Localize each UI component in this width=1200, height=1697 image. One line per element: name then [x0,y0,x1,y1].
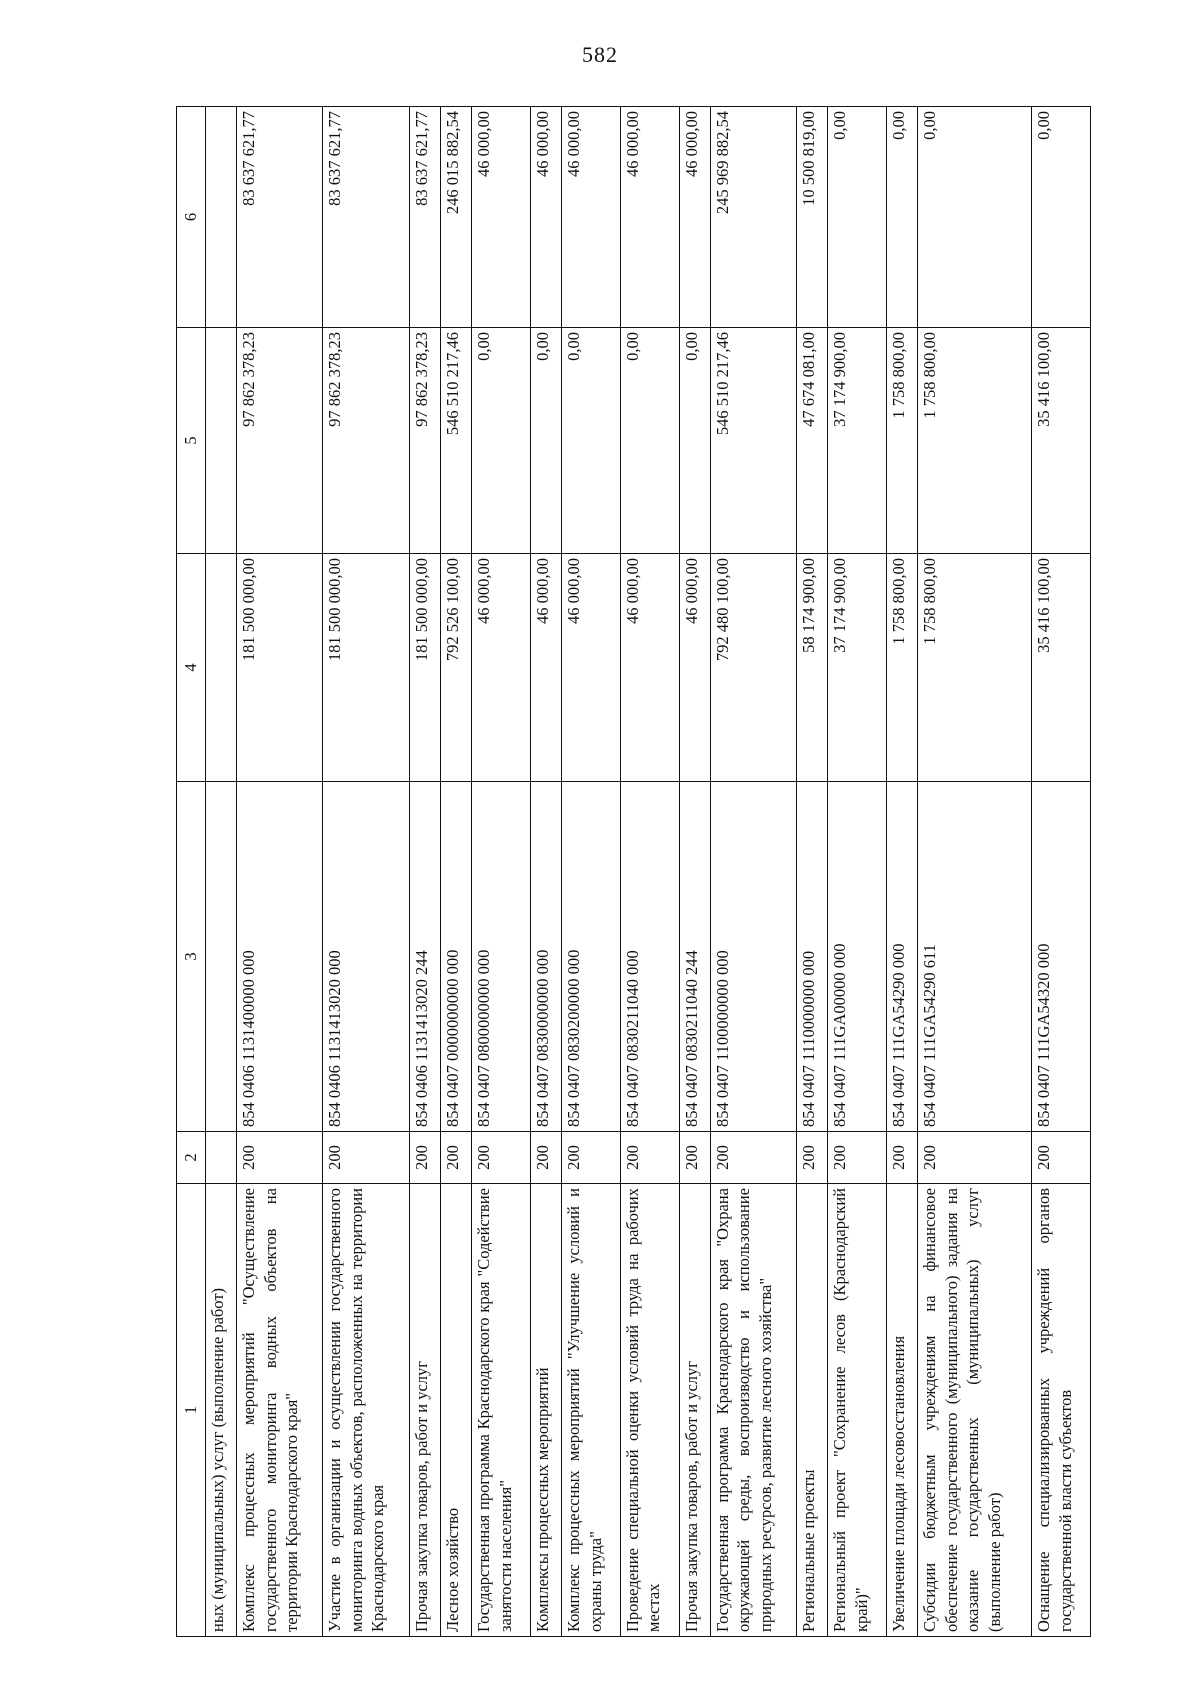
row-code-cell: 854 0407 0830000000 000 [530,782,561,1132]
row-amount-remaining-cell: 46 000,00 [530,107,561,328]
row-name-cell: Государственная программа Краснодарского края "Охрана окружающей среды, воспроизводство и использование природных ресурсов, развитие лесного хозяйства" [710,1184,796,1637]
row-amount-approved-cell: 181 500 000,00 [409,554,440,782]
row-amount-executed-cell: 0,00 [620,328,679,554]
row-amount-remaining-cell: 246 015 882,54 [440,107,471,328]
row-name-cell: Субсидии бюджетным учреждениям на финансовое обеспечение государственного (муниципального) задания на оказание государственных (муниципальных) услуг (выполнение работ) [918,1184,1032,1637]
row-name-cell: Прочая закупка товаров, работ и услуг [679,1184,710,1637]
row-code-cell [206,782,237,1132]
row-name-cell: Лесное хозяйство [440,1184,471,1637]
row-amount-remaining-cell [206,107,237,328]
table-row [562,107,621,1637]
row-name-cell: Региональные проекты [797,1184,828,1637]
table-row [440,107,471,1637]
table-row [620,107,679,1637]
row-amount-approved-cell: 58 174 900,00 [797,554,828,782]
row-amount-executed-cell: 546 510 217,46 [440,328,471,554]
row-amount-executed-cell: 97 862 378,23 [237,328,323,554]
page-number: 582 [582,42,618,67]
row-column2-cell: 200 [409,1132,440,1184]
row-code-cell: 854 0407 0800000000 000 [472,782,531,1132]
row-code-cell: 854 0407 0830211040 000 [620,782,679,1132]
row-column2-cell: 200 [530,1132,561,1184]
row-code-cell: 854 0406 1131400000 000 [237,782,323,1132]
row-column2-cell: 200 [440,1132,471,1184]
row-name-cell: Оснащение специализированных учреждений органов государственной власти субъектов [1032,1184,1091,1637]
row-name-cell: Проведение специальной оценки условий труда на рабочих местах [620,1184,679,1637]
row-amount-executed-cell: 97 862 378,23 [323,328,409,554]
budget-table [176,106,1091,1637]
row-column2-cell [206,1132,237,1184]
row-amount-executed-cell [206,328,237,554]
row-amount-remaining-cell: 83 637 621,77 [323,107,409,328]
header-cell: 4 [177,554,206,782]
row-amount-remaining-cell: 46 000,00 [620,107,679,328]
row-column2-cell: 200 [797,1132,828,1184]
row-amount-remaining-cell: 83 637 621,77 [237,107,323,328]
row-column2-cell: 200 [323,1132,409,1184]
row-column2-cell: 200 [620,1132,679,1184]
row-amount-executed-cell: 47 674 081,00 [797,328,828,554]
row-amount-executed-cell: 546 510 217,46 [710,328,796,554]
row-code-cell: 854 0407 1110000000 000 [797,782,828,1132]
table-row [797,107,828,1637]
row-column2-cell: 200 [918,1132,1032,1184]
table-row [472,107,531,1637]
row-column2-cell: 200 [562,1132,621,1184]
row-column2-cell: 200 [472,1132,531,1184]
row-amount-approved-cell: 37 174 900,00 [828,554,887,782]
table-body [177,107,1091,1637]
row-amount-executed-cell: 1 758 800,00 [887,328,918,554]
row-amount-executed-cell: 97 862 378,23 [409,328,440,554]
row-amount-approved-cell: 1 758 800,00 [918,554,1032,782]
row-amount-approved-cell: 181 500 000,00 [323,554,409,782]
table-row [918,107,1032,1637]
header-cell: 3 [177,782,206,1132]
row-name-cell: ных (муниципальных) услуг (выполнение работ) [206,1184,237,1637]
row-amount-remaining-cell: 46 000,00 [679,107,710,328]
table-row [323,107,409,1637]
row-amount-executed-cell: 0,00 [679,328,710,554]
row-column2-cell: 200 [1032,1132,1091,1184]
row-amount-approved-cell: 46 000,00 [620,554,679,782]
table-row [530,107,561,1637]
row-name-cell: Комплекс процессных мероприятий "Улучшение условий и охраны труда" [562,1184,621,1637]
row-amount-approved-cell: 46 000,00 [679,554,710,782]
row-name-cell: Государственная программа Краснодарского края "Содействие занятости населения" [472,1184,531,1637]
row-amount-remaining-cell: 0,00 [887,107,918,328]
row-amount-remaining-cell: 0,00 [828,107,887,328]
row-amount-executed-cell: 37 174 900,00 [828,328,887,554]
row-column2-cell: 200 [237,1132,323,1184]
header-cell: 5 [177,328,206,554]
row-name-cell: Комплексы процессных мероприятий [530,1184,561,1637]
row-amount-remaining-cell: 0,00 [918,107,1032,328]
row-column2-cell: 200 [679,1132,710,1184]
row-amount-approved-cell: 792 526 100,00 [440,554,471,782]
row-code-cell: 854 0406 1131413020 000 [323,782,409,1132]
row-amount-approved-cell: 46 000,00 [562,554,621,782]
table-row [206,107,237,1637]
rotated-table-container [176,107,1091,1637]
row-code-cell: 854 0407 1100000000 000 [710,782,796,1132]
row-code-cell: 854 0407 0830200000 000 [562,782,621,1132]
table-row [710,107,796,1637]
row-amount-executed-cell: 35 416 100,00 [1032,328,1091,554]
row-code-cell: 854 0406 1131413020 244 [409,782,440,1132]
row-amount-approved-cell [206,554,237,782]
row-amount-executed-cell: 0,00 [530,328,561,554]
header-cell: 2 [177,1132,206,1184]
row-column2-cell: 200 [710,1132,796,1184]
row-amount-executed-cell: 1 758 800,00 [918,328,1032,554]
row-column2-cell: 200 [828,1132,887,1184]
row-name-cell: Комплекс процессных мероприятий "Осуществление государственного мониторинга водных объектов на территории Краснодарского края" [237,1184,323,1637]
table-row [409,107,440,1637]
row-code-cell: 854 0407 0830211040 244 [679,782,710,1132]
row-code-cell: 854 0407 111GA54320 000 [1032,782,1091,1132]
row-amount-approved-cell: 35 416 100,00 [1032,554,1091,782]
row-name-cell: Прочая закупка товаров, работ и услуг [409,1184,440,1637]
row-amount-remaining-cell: 46 000,00 [562,107,621,328]
row-amount-approved-cell: 181 500 000,00 [237,554,323,782]
row-code-cell: 854 0407 0000000000 000 [440,782,471,1132]
row-amount-approved-cell: 46 000,00 [530,554,561,782]
row-amount-executed-cell: 0,00 [562,328,621,554]
row-amount-approved-cell: 792 480 100,00 [710,554,796,782]
row-name-cell: Региональный проект "Сохранение лесов (Краснодарский край)" [828,1184,887,1637]
row-code-cell: 854 0407 111GA54290 000 [887,782,918,1132]
row-amount-approved-cell: 46 000,00 [472,554,531,782]
header-cell: 6 [177,107,206,328]
row-code-cell: 854 0407 111GA00000 000 [828,782,887,1132]
table-row [237,107,323,1637]
header-cell: 1 [177,1184,206,1637]
row-amount-remaining-cell: 0,00 [1032,107,1091,328]
table-row [828,107,887,1637]
row-name-cell: Участие в организации и осуществлении государственного мониторинга водных объектов, расположенных на территории Краснодарского края [323,1184,409,1637]
row-name-cell: Увеличение площади лесовосстановления [887,1184,918,1637]
row-amount-remaining-cell: 83 637 621,77 [409,107,440,328]
row-amount-remaining-cell: 46 000,00 [472,107,531,328]
header-row [177,107,206,1637]
table-row [887,107,918,1637]
row-column2-cell: 200 [887,1132,918,1184]
row-code-cell: 854 0407 111GA54290 611 [918,782,1032,1132]
table-row [1032,107,1091,1637]
row-amount-remaining-cell: 245 969 882,54 [710,107,796,328]
row-amount-remaining-cell: 10 500 819,00 [797,107,828,328]
table-row [679,107,710,1637]
row-amount-executed-cell: 0,00 [472,328,531,554]
row-amount-approved-cell: 1 758 800,00 [887,554,918,782]
